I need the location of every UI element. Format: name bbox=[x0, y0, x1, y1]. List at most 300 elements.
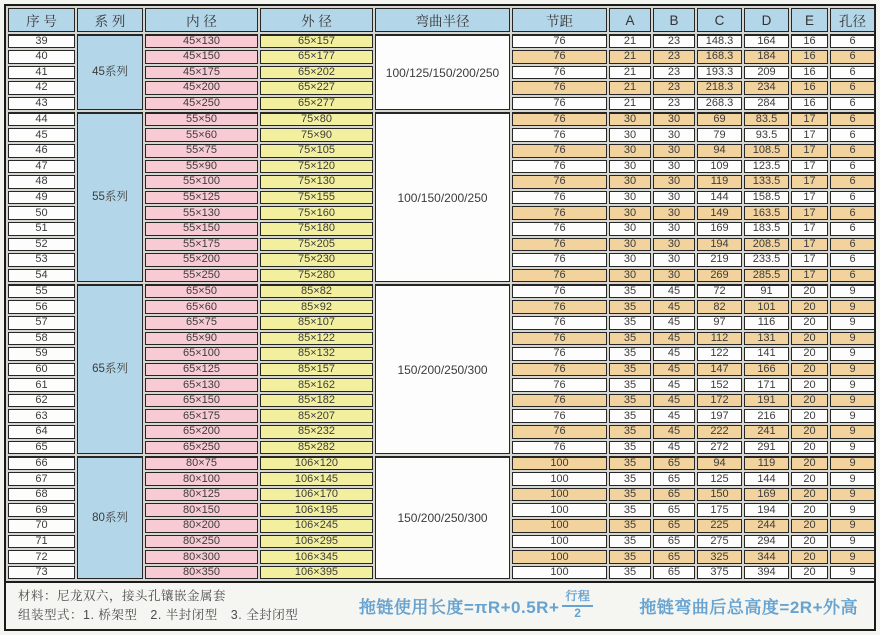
cell-B: 30 bbox=[653, 269, 695, 283]
cell-pitch: 76 bbox=[512, 97, 607, 111]
cell-E: 20 bbox=[791, 503, 828, 517]
cell-E: 16 bbox=[791, 97, 828, 111]
cell-pitch: 76 bbox=[512, 332, 607, 346]
cell-D: 83.5 bbox=[744, 112, 789, 126]
cell-D: 344 bbox=[744, 550, 789, 564]
cell-serial: 68 bbox=[8, 488, 75, 502]
cell-hole: 9 bbox=[830, 488, 875, 502]
cell-C: 272 bbox=[697, 441, 742, 455]
cell-A: 35 bbox=[609, 332, 651, 346]
cell-serial: 44 bbox=[8, 112, 75, 126]
cell-B: 30 bbox=[653, 238, 695, 252]
cell-serial: 53 bbox=[8, 253, 75, 267]
column-header-radius: 弯曲半径 bbox=[375, 8, 510, 32]
cell-hole: 9 bbox=[830, 503, 875, 517]
usage-length-formula-text: 拖链使用长度=πR+0.5R+ bbox=[358, 598, 560, 618]
cell-radius: 150/200/250/300 bbox=[375, 456, 510, 579]
cell-A: 30 bbox=[609, 112, 651, 126]
cell-B: 45 bbox=[653, 441, 695, 455]
cell-inner: 45×250 bbox=[145, 97, 258, 111]
cell-E: 20 bbox=[791, 566, 828, 580]
cell-serial: 59 bbox=[8, 347, 75, 361]
cell-D: 108.5 bbox=[744, 144, 789, 158]
cell-pitch: 76 bbox=[512, 300, 607, 314]
cell-pitch: 76 bbox=[512, 253, 607, 267]
cell-B: 30 bbox=[653, 128, 695, 142]
cell-outer: 106×245 bbox=[260, 519, 373, 533]
cell-outer: 65×177 bbox=[260, 50, 373, 64]
cell-B: 23 bbox=[653, 34, 695, 48]
cell-C: 148.3 bbox=[697, 34, 742, 48]
cell-outer: 65×277 bbox=[260, 97, 373, 111]
cell-A: 35 bbox=[609, 316, 651, 330]
cell-serial: 65 bbox=[8, 441, 75, 455]
cell-hole: 6 bbox=[830, 269, 875, 283]
cell-C: 152 bbox=[697, 378, 742, 392]
cell-D: 91 bbox=[744, 284, 789, 298]
cell-E: 17 bbox=[791, 238, 828, 252]
cell-inner: 65×100 bbox=[145, 347, 258, 361]
cell-D: 194 bbox=[744, 503, 789, 517]
cell-serial: 51 bbox=[8, 222, 75, 236]
cell-B: 30 bbox=[653, 112, 695, 126]
table-header-row bbox=[8, 8, 875, 32]
cell-inner: 55×50 bbox=[145, 112, 258, 126]
cell-outer: 106×170 bbox=[260, 488, 373, 502]
cell-A: 35 bbox=[609, 456, 651, 470]
cell-E: 17 bbox=[791, 144, 828, 158]
cell-outer: 75×280 bbox=[260, 269, 373, 283]
cell-B: 65 bbox=[653, 488, 695, 502]
cell-D: 208.5 bbox=[744, 238, 789, 252]
column-header-pitch: 节距 bbox=[512, 8, 607, 32]
cell-radius: 100/125/150/200/250 bbox=[375, 34, 510, 110]
cell-pitch: 76 bbox=[512, 409, 607, 423]
cell-E: 17 bbox=[791, 269, 828, 283]
cell-hole: 9 bbox=[830, 425, 875, 439]
cell-inner: 65×150 bbox=[145, 394, 258, 408]
column-header-C: C bbox=[697, 8, 742, 32]
cell-pitch: 76 bbox=[512, 50, 607, 64]
cell-A: 35 bbox=[609, 441, 651, 455]
cell-C: 194 bbox=[697, 238, 742, 252]
cell-pitch: 76 bbox=[512, 175, 607, 189]
cell-outer: 85×82 bbox=[260, 284, 373, 298]
cell-pitch: 76 bbox=[512, 81, 607, 95]
cell-B: 65 bbox=[653, 472, 695, 486]
cell-hole: 9 bbox=[830, 409, 875, 423]
cell-D: 233.5 bbox=[744, 253, 789, 267]
cell-C: 97 bbox=[697, 316, 742, 330]
material-note: 材料：尼龙双六，接头孔镶嵌金属套 bbox=[18, 589, 227, 604]
cell-inner: 45×175 bbox=[145, 66, 258, 80]
cell-D: 241 bbox=[744, 425, 789, 439]
cell-E: 20 bbox=[791, 316, 828, 330]
cell-serial: 66 bbox=[8, 456, 75, 470]
cell-E: 17 bbox=[791, 191, 828, 205]
cell-hole: 6 bbox=[830, 238, 875, 252]
cell-outer: 65×227 bbox=[260, 81, 373, 95]
cell-serial: 47 bbox=[8, 160, 75, 174]
cell-C: 275 bbox=[697, 535, 742, 549]
cell-serial: 57 bbox=[8, 316, 75, 330]
cell-C: 69 bbox=[697, 112, 742, 126]
cell-A: 35 bbox=[609, 472, 651, 486]
cell-pitch: 76 bbox=[512, 238, 607, 252]
cell-A: 30 bbox=[609, 222, 651, 236]
cell-outer: 75×90 bbox=[260, 128, 373, 142]
cell-inner: 55×150 bbox=[145, 222, 258, 236]
cell-E: 20 bbox=[791, 284, 828, 298]
cell-D: 158.5 bbox=[744, 191, 789, 205]
cell-hole: 9 bbox=[830, 300, 875, 314]
cell-hole: 6 bbox=[830, 191, 875, 205]
cell-C: 150 bbox=[697, 488, 742, 502]
column-header-inner: 内 径 bbox=[145, 8, 258, 32]
cell-pitch: 76 bbox=[512, 441, 607, 455]
cell-A: 30 bbox=[609, 175, 651, 189]
cell-B: 65 bbox=[653, 456, 695, 470]
cell-E: 16 bbox=[791, 81, 828, 95]
cell-inner: 55×130 bbox=[145, 206, 258, 220]
cell-hole: 9 bbox=[830, 316, 875, 330]
cell-serial: 63 bbox=[8, 409, 75, 423]
cell-pitch: 76 bbox=[512, 128, 607, 142]
cell-E: 17 bbox=[791, 206, 828, 220]
notes-footer bbox=[6, 581, 874, 628]
cell-D: 131 bbox=[744, 332, 789, 346]
cell-serial: 67 bbox=[8, 472, 75, 486]
cell-outer: 75×155 bbox=[260, 191, 373, 205]
cell-hole: 6 bbox=[830, 160, 875, 174]
cell-A: 35 bbox=[609, 519, 651, 533]
cell-C: 168.3 bbox=[697, 50, 742, 64]
cell-inner: 55×60 bbox=[145, 128, 258, 142]
cell-pitch: 76 bbox=[512, 222, 607, 236]
cell-outer: 85×162 bbox=[260, 378, 373, 392]
table-row bbox=[8, 456, 875, 470]
cell-pitch: 76 bbox=[512, 112, 607, 126]
cell-E: 20 bbox=[791, 425, 828, 439]
cell-E: 17 bbox=[791, 253, 828, 267]
cell-C: 82 bbox=[697, 300, 742, 314]
cell-inner: 55×75 bbox=[145, 144, 258, 158]
cell-hole: 6 bbox=[830, 97, 875, 111]
cell-inner: 80×200 bbox=[145, 519, 258, 533]
cell-serial: 50 bbox=[8, 206, 75, 220]
cell-D: 291 bbox=[744, 441, 789, 455]
table-row bbox=[8, 112, 875, 126]
cell-inner: 80×100 bbox=[145, 472, 258, 486]
cell-C: 172 bbox=[697, 394, 742, 408]
cell-hole: 9 bbox=[830, 347, 875, 361]
cell-hole: 6 bbox=[830, 66, 875, 80]
cell-outer: 85×132 bbox=[260, 347, 373, 361]
cell-hole: 6 bbox=[830, 34, 875, 48]
column-header-outer: 外 径 bbox=[260, 8, 373, 32]
cell-serial: 72 bbox=[8, 550, 75, 564]
stroke-fraction bbox=[562, 590, 593, 621]
cell-C: 149 bbox=[697, 206, 742, 220]
cell-pitch: 100 bbox=[512, 535, 607, 549]
cell-B: 65 bbox=[653, 519, 695, 533]
cell-inner: 55×125 bbox=[145, 191, 258, 205]
cell-inner: 80×250 bbox=[145, 535, 258, 549]
cell-series: 65系列 bbox=[77, 284, 143, 454]
cell-hole: 6 bbox=[830, 175, 875, 189]
cell-D: 93.5 bbox=[744, 128, 789, 142]
cell-E: 20 bbox=[791, 519, 828, 533]
cell-serial: 73 bbox=[8, 566, 75, 580]
cell-E: 16 bbox=[791, 66, 828, 80]
cell-E: 20 bbox=[791, 550, 828, 564]
cell-B: 65 bbox=[653, 566, 695, 580]
cell-A: 30 bbox=[609, 253, 651, 267]
cell-E: 20 bbox=[791, 347, 828, 361]
cell-A: 35 bbox=[609, 535, 651, 549]
cell-series: 80系列 bbox=[77, 456, 143, 579]
cell-C: 72 bbox=[697, 284, 742, 298]
cell-inner: 65×90 bbox=[145, 332, 258, 346]
cell-D: 116 bbox=[744, 316, 789, 330]
cell-C: 169 bbox=[697, 222, 742, 236]
cell-B: 23 bbox=[653, 50, 695, 64]
cell-inner: 65×75 bbox=[145, 316, 258, 330]
cell-A: 21 bbox=[609, 66, 651, 80]
cell-C: 197 bbox=[697, 409, 742, 423]
cell-hole: 9 bbox=[830, 394, 875, 408]
cell-D: 294 bbox=[744, 535, 789, 549]
cell-inner: 80×125 bbox=[145, 488, 258, 502]
cell-D: 166 bbox=[744, 363, 789, 377]
cell-hole: 9 bbox=[830, 363, 875, 377]
cell-serial: 60 bbox=[8, 363, 75, 377]
cell-hole: 6 bbox=[830, 253, 875, 267]
cell-hole: 9 bbox=[830, 535, 875, 549]
cell-serial: 46 bbox=[8, 144, 75, 158]
cell-inner: 55×175 bbox=[145, 238, 258, 252]
column-header-D: D bbox=[744, 8, 789, 32]
cell-B: 45 bbox=[653, 332, 695, 346]
cell-D: 123.5 bbox=[744, 160, 789, 174]
cell-C: 79 bbox=[697, 128, 742, 142]
cell-C: 94 bbox=[697, 456, 742, 470]
cell-pitch: 100 bbox=[512, 566, 607, 580]
cell-hole: 6 bbox=[830, 206, 875, 220]
cell-outer: 75×160 bbox=[260, 206, 373, 220]
cell-B: 30 bbox=[653, 206, 695, 220]
cell-B: 23 bbox=[653, 81, 695, 95]
cell-serial: 41 bbox=[8, 66, 75, 80]
cell-A: 35 bbox=[609, 284, 651, 298]
cell-serial: 40 bbox=[8, 50, 75, 64]
cell-hole: 6 bbox=[830, 128, 875, 142]
cell-C: 94 bbox=[697, 144, 742, 158]
cell-inner: 55×250 bbox=[145, 269, 258, 283]
cell-D: 169 bbox=[744, 488, 789, 502]
cell-A: 30 bbox=[609, 206, 651, 220]
cell-pitch: 76 bbox=[512, 425, 607, 439]
cell-D: 164 bbox=[744, 34, 789, 48]
column-header-serial: 序 号 bbox=[8, 8, 75, 32]
cell-outer: 106×295 bbox=[260, 535, 373, 549]
column-header-B: B bbox=[653, 8, 695, 32]
cell-B: 45 bbox=[653, 316, 695, 330]
cell-outer: 85×232 bbox=[260, 425, 373, 439]
cell-C: 147 bbox=[697, 363, 742, 377]
cell-inner: 65×175 bbox=[145, 409, 258, 423]
cell-pitch: 100 bbox=[512, 550, 607, 564]
usage-length-formula bbox=[359, 590, 594, 621]
cell-inner: 45×130 bbox=[145, 34, 258, 48]
cell-inner: 65×125 bbox=[145, 363, 258, 377]
cell-serial: 61 bbox=[8, 378, 75, 392]
cell-outer: 85×282 bbox=[260, 441, 373, 455]
cell-serial: 62 bbox=[8, 394, 75, 408]
cell-E: 20 bbox=[791, 535, 828, 549]
cell-pitch: 76 bbox=[512, 269, 607, 283]
cell-serial: 71 bbox=[8, 535, 75, 549]
cell-B: 23 bbox=[653, 66, 695, 80]
cell-outer: 75×130 bbox=[260, 175, 373, 189]
cell-serial: 49 bbox=[8, 191, 75, 205]
cell-A: 30 bbox=[609, 144, 651, 158]
cell-pitch: 76 bbox=[512, 378, 607, 392]
cell-A: 35 bbox=[609, 378, 651, 392]
cell-pitch: 76 bbox=[512, 66, 607, 80]
cell-outer: 106×395 bbox=[260, 566, 373, 580]
cell-A: 30 bbox=[609, 238, 651, 252]
cell-inner: 45×150 bbox=[145, 50, 258, 64]
cell-A: 21 bbox=[609, 97, 651, 111]
cell-E: 20 bbox=[791, 332, 828, 346]
fraction-denominator: 2 bbox=[574, 606, 582, 621]
cell-C: 125 bbox=[697, 472, 742, 486]
cell-serial: 52 bbox=[8, 238, 75, 252]
cell-A: 30 bbox=[609, 128, 651, 142]
cell-pitch: 76 bbox=[512, 206, 607, 220]
cell-E: 20 bbox=[791, 441, 828, 455]
cell-A: 30 bbox=[609, 269, 651, 283]
cell-B: 45 bbox=[653, 300, 695, 314]
column-header-E: E bbox=[791, 8, 828, 32]
cell-D: 101 bbox=[744, 300, 789, 314]
cell-C: 269 bbox=[697, 269, 742, 283]
cell-serial: 42 bbox=[8, 81, 75, 95]
cell-E: 20 bbox=[791, 488, 828, 502]
cell-A: 35 bbox=[609, 347, 651, 361]
cell-pitch: 76 bbox=[512, 347, 607, 361]
cell-D: 209 bbox=[744, 66, 789, 80]
cell-E: 17 bbox=[791, 222, 828, 236]
cell-outer: 75×105 bbox=[260, 144, 373, 158]
cell-pitch: 76 bbox=[512, 191, 607, 205]
cell-inner: 80×150 bbox=[145, 503, 258, 517]
cell-outer: 85×182 bbox=[260, 394, 373, 408]
column-header-series: 系 列 bbox=[77, 8, 143, 32]
column-header-hole: 孔径 bbox=[830, 8, 875, 32]
cell-A: 30 bbox=[609, 160, 651, 174]
cell-serial: 45 bbox=[8, 128, 75, 142]
fraction-numerator: 行程 bbox=[562, 590, 593, 607]
cell-C: 218.3 bbox=[697, 81, 742, 95]
cell-B: 45 bbox=[653, 425, 695, 439]
cell-A: 21 bbox=[609, 81, 651, 95]
cell-B: 45 bbox=[653, 347, 695, 361]
cell-hole: 9 bbox=[830, 550, 875, 564]
cell-C: 219 bbox=[697, 253, 742, 267]
cell-outer: 65×202 bbox=[260, 66, 373, 80]
cell-pitch: 76 bbox=[512, 34, 607, 48]
cell-C: 325 bbox=[697, 550, 742, 564]
cell-pitch: 76 bbox=[512, 144, 607, 158]
cell-serial: 58 bbox=[8, 332, 75, 346]
cell-B: 45 bbox=[653, 378, 695, 392]
cell-B: 65 bbox=[653, 550, 695, 564]
cell-pitch: 100 bbox=[512, 519, 607, 533]
cell-pitch: 100 bbox=[512, 472, 607, 486]
cell-B: 45 bbox=[653, 363, 695, 377]
cell-B: 45 bbox=[653, 284, 695, 298]
cell-D: 141 bbox=[744, 347, 789, 361]
cell-E: 17 bbox=[791, 175, 828, 189]
cell-E: 20 bbox=[791, 363, 828, 377]
cell-pitch: 76 bbox=[512, 284, 607, 298]
assembly-note: 组装型式：1. 桥架型 2. 半封闭型 3. 全封闭型 bbox=[18, 607, 299, 622]
cell-C: 122 bbox=[697, 347, 742, 361]
cell-outer: 85×92 bbox=[260, 300, 373, 314]
cell-E: 17 bbox=[791, 112, 828, 126]
cell-E: 20 bbox=[791, 409, 828, 423]
cell-B: 30 bbox=[653, 253, 695, 267]
cell-E: 16 bbox=[791, 50, 828, 64]
cell-A: 30 bbox=[609, 191, 651, 205]
cell-inner: 65×200 bbox=[145, 425, 258, 439]
cell-outer: 106×145 bbox=[260, 472, 373, 486]
total-height-formula: 拖链弯曲后总高度=2R+外高 bbox=[639, 598, 858, 618]
cell-inner: 65×60 bbox=[145, 300, 258, 314]
cell-outer: 65×157 bbox=[260, 34, 373, 48]
table-row bbox=[8, 284, 875, 298]
cell-serial: 69 bbox=[8, 503, 75, 517]
cell-hole: 9 bbox=[830, 456, 875, 470]
cell-inner: 65×130 bbox=[145, 378, 258, 392]
cell-B: 23 bbox=[653, 97, 695, 111]
cell-serial: 43 bbox=[8, 97, 75, 111]
cell-E: 20 bbox=[791, 472, 828, 486]
cell-A: 35 bbox=[609, 409, 651, 423]
cell-D: 184 bbox=[744, 50, 789, 64]
cell-hole: 9 bbox=[830, 472, 875, 486]
cell-inner: 80×300 bbox=[145, 550, 258, 564]
cell-C: 193.3 bbox=[697, 66, 742, 80]
cell-series: 55系列 bbox=[77, 112, 143, 282]
cell-D: 144 bbox=[744, 472, 789, 486]
cell-hole: 9 bbox=[830, 332, 875, 346]
cell-E: 17 bbox=[791, 128, 828, 142]
cell-serial: 56 bbox=[8, 300, 75, 314]
cell-hole: 9 bbox=[830, 519, 875, 533]
cell-D: 284 bbox=[744, 97, 789, 111]
cell-pitch: 76 bbox=[512, 394, 607, 408]
cell-serial: 54 bbox=[8, 269, 75, 283]
cell-pitch: 76 bbox=[512, 160, 607, 174]
cell-D: 394 bbox=[744, 566, 789, 580]
cell-inner: 55×90 bbox=[145, 160, 258, 174]
cell-radius: 100/150/200/250 bbox=[375, 112, 510, 282]
cell-A: 21 bbox=[609, 34, 651, 48]
cell-B: 45 bbox=[653, 394, 695, 408]
